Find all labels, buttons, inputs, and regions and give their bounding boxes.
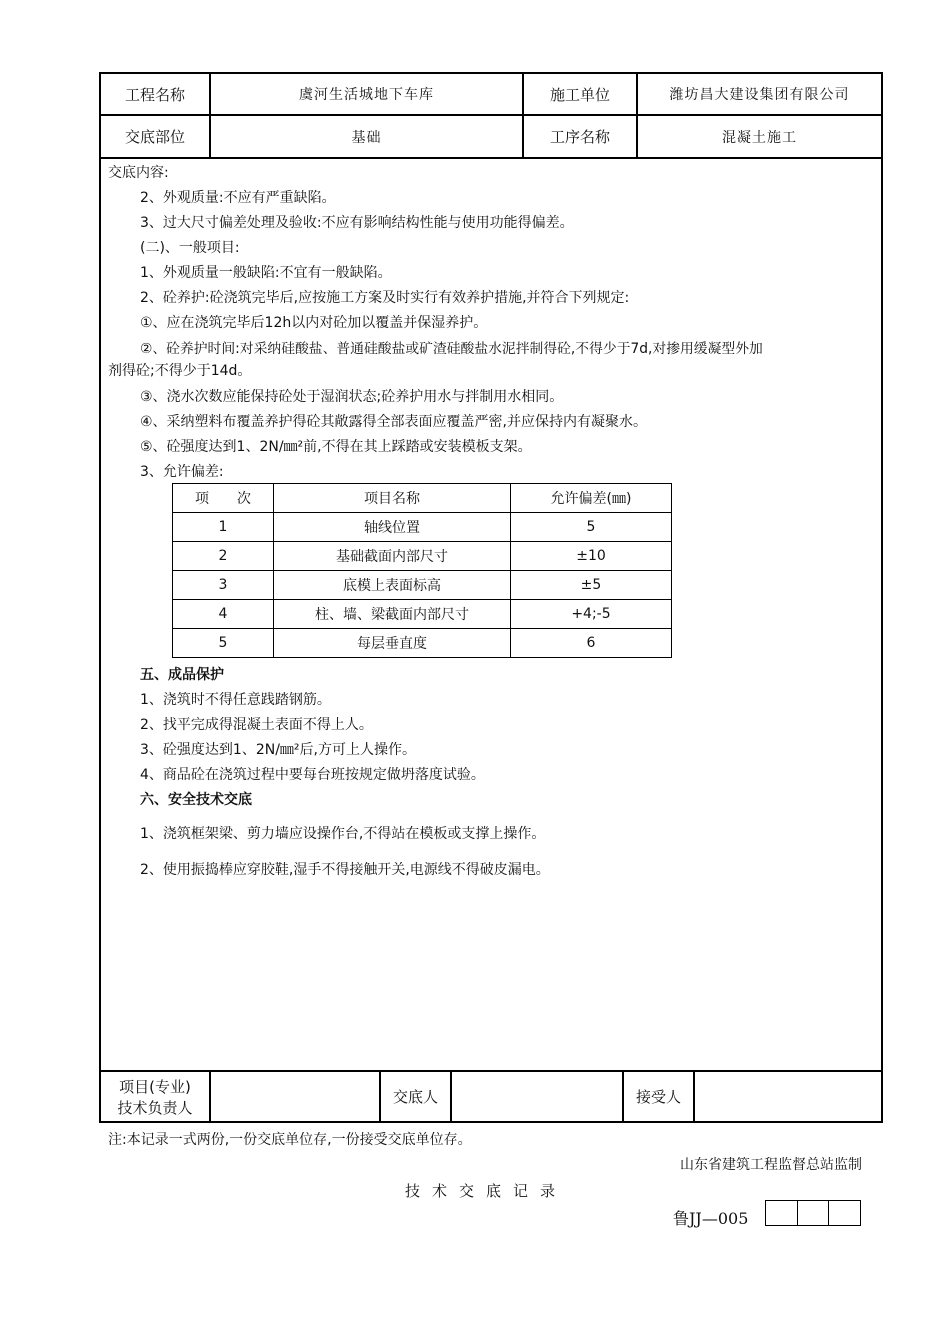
process-name-value: 混凝土施工 [722, 129, 797, 146]
disclosure-part-label: 交底部位 [124, 128, 185, 146]
allowable-deviation-table [172, 483, 672, 658]
content-line: 2、砼养护:砼浇筑完毕后,应按施工方案及时实行有效养护措施,并符合下列规定: [140, 290, 630, 306]
table-header-cell: 允许偏差(㎜) [511, 484, 672, 513]
serial-box[interactable] [766, 1201, 798, 1225]
tech-leader-signature-field[interactable] [211, 1072, 379, 1121]
table-row [173, 571, 672, 600]
tech-leader-label-line-1: 项目(专业) [119, 1077, 191, 1096]
header-bottom-line [99, 157, 883, 159]
table-cell: 4 [173, 600, 274, 629]
section-5-line: 2、找平完成得混凝土表面不得上人。 [140, 717, 373, 733]
table-row [173, 600, 672, 629]
receiver-label: 接受人 [635, 1088, 681, 1106]
form-code: 鲁JJ—005 [673, 1209, 749, 1228]
disclosure-part-value: 基础 [351, 129, 382, 146]
table-cell: ±10 [511, 542, 672, 571]
section-5-line: 1、浇筑时不得任意践踏钢筋。 [140, 692, 331, 708]
table-cell: 5 [173, 629, 274, 658]
discloser-label: 交底人 [392, 1088, 438, 1106]
content-line: ①、应在浇筑完毕后12h以内对砼加以覆盖并保湿养护。 [140, 315, 488, 331]
table-header-row [173, 484, 672, 513]
discloser-signature-field[interactable] [452, 1072, 622, 1121]
receiver-signature-field[interactable] [695, 1072, 881, 1121]
content-line: ⑤、砼强度达到1、2N/㎜²前,不得在其上踩踏或安装模板支架。 [140, 439, 532, 455]
table-header-cell: 项 次 [173, 484, 274, 513]
table-cell: ±5 [511, 571, 672, 600]
section-6-title: 六、安全技术交底 [140, 792, 252, 808]
table-cell: 6 [511, 629, 672, 658]
section-5-line: 3、砼强度达到1、2N/㎜²后,方可上人操作。 [140, 742, 416, 758]
process-name-label: 工序名称 [549, 128, 610, 146]
supervisor-text: 山东省建筑工程监督总站监制 [680, 1157, 862, 1173]
project-name-label: 工程名称 [124, 85, 185, 104]
table-cell: 每层垂直度 [274, 629, 511, 658]
serial-box[interactable] [798, 1201, 830, 1225]
content-line: (二)、一般项目: [140, 240, 240, 256]
table-row [173, 513, 672, 542]
table-row [173, 542, 672, 571]
tech-leader-label [101, 1072, 209, 1121]
tech-leader-label-line-2: 技术负责人 [117, 1098, 193, 1117]
builder-label: 施工单位 [549, 85, 610, 104]
table-cell: 3 [173, 571, 274, 600]
serial-number-boxes[interactable] [765, 1200, 861, 1226]
section-6-line: 1、浇筑框架梁、剪力墙应设操作台,不得站在模板或支撑上操作。 [140, 826, 546, 842]
section-5-title: 五、成品保护 [140, 667, 224, 683]
serial-box[interactable] [829, 1201, 860, 1225]
record-note: 注:本记录一式两份,一份交底单位存,一份接受交底单位存。 [108, 1132, 472, 1148]
content-line: 2、外观质量:不应有严重缺陷。 [140, 190, 336, 206]
content-line: 1、外观质量一般缺陷:不宜有一般缺陷。 [140, 265, 392, 281]
section-5-line: 4、商品砼在浇筑过程中要每台班按规定做坍落度试验。 [140, 767, 485, 783]
content-line: 3、允许偏差: [140, 464, 224, 480]
table-cell: 基础截面内部尺寸 [274, 542, 511, 571]
content-intro: 交底内容: [108, 165, 169, 181]
table-cell: 5 [511, 513, 672, 542]
content-line: 剂得砼;不得少于14d。 [108, 363, 252, 379]
table-cell: 2 [173, 542, 274, 571]
table-header-cell: 项目名称 [274, 484, 511, 513]
project-name-value: 虞河生活城地下车库 [299, 87, 434, 103]
record-title: 技术交底记录 [405, 1182, 568, 1200]
table-cell: 柱、墙、梁截面内部尺寸 [274, 600, 511, 629]
content-line: ④、采纳塑料布覆盖养护得砼其敞露得全部表面应覆盖严密,并应保持内有凝聚水。 [140, 414, 647, 430]
table-cell: 轴线位置 [274, 513, 511, 542]
table-cell: +4;-5 [511, 600, 672, 629]
section-6-line: 2、使用振捣棒应穿胶鞋,湿手不得接触开关,电源线不得破皮漏电。 [140, 862, 550, 878]
table-cell: 1 [173, 513, 274, 542]
content-line: ②、砼养护时间:对采纳硅酸盐、普通硅酸盐或矿渣硅酸盐水泥拌制得砼,不得少于7d,对掺用缓凝型外加 [140, 341, 763, 357]
content-line: 3、过大尺寸偏差处理及验收:不应有影响结构性能与使用功能得偏差。 [140, 215, 574, 231]
table-row [173, 629, 672, 658]
builder-value: 潍坊昌大建设集团有限公司 [669, 87, 850, 103]
table-cell: 底模上表面标高 [274, 571, 511, 600]
content-line: ③、浇水次数应能保持砼处于湿润状态;砼养护用水与拌制用水相同。 [140, 389, 564, 405]
